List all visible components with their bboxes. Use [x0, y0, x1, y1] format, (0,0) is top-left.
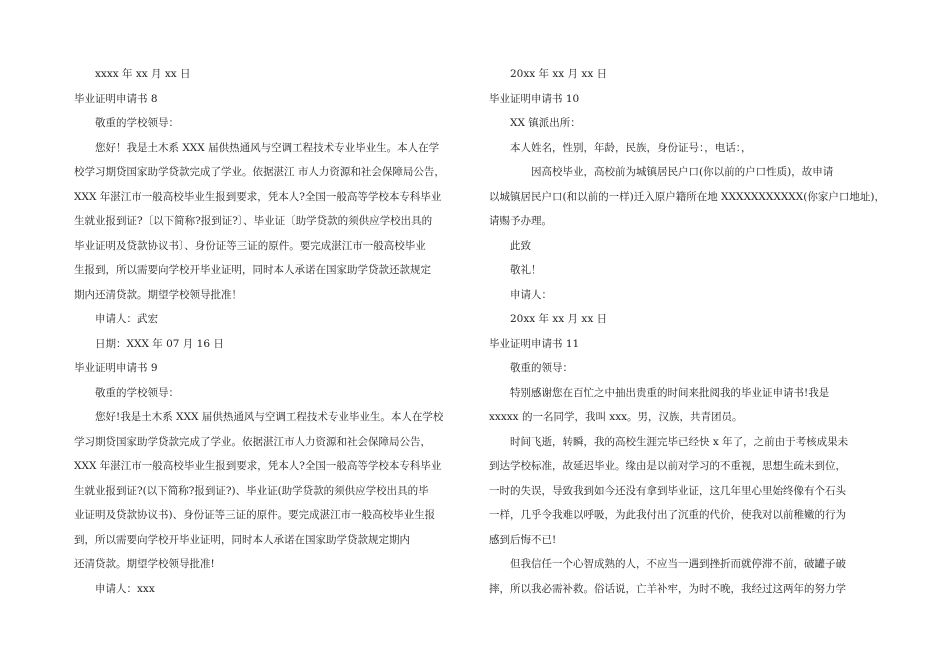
text-line: XXX 年湛江市一般高校毕业生报到要求，凭本人?全国一般高等学校本专科毕业: [74, 190, 442, 203]
text-line: 一时的失误，导致我到如今还没有拿到毕业证，这几年里心里始终像有个石头: [489, 484, 846, 497]
text-line: 敬礼！: [510, 264, 542, 276]
text-line: 20xx 年 xx 月 xx 日: [510, 313, 608, 325]
text-line: 时间飞逝，转瞬，我的高校生涯完毕已经快 x 年了，之前由于考核成果未: [510, 435, 849, 448]
text-line: 毕业证明及贷款协议书〕、身份证等三证的原件。要完成湛江市一般高校毕业: [74, 239, 426, 252]
right-column: [489, 0, 889, 601]
text-line: 学习期贷国家助学贷款完成了学业。依据湛江市人力资源和社会保障局公告，: [74, 435, 431, 448]
text-line: 毕业证明申请书 8: [74, 92, 158, 105]
text-line: 但我信任一个心智成熟的人，不应当一遇到挫折而就停滞不前，破罐子破: [510, 558, 846, 570]
text-line: 到达学校标准，故延迟毕业。缘由是以前对学习的不重视，思想生疏未到位，: [489, 460, 846, 472]
text-line: 校学习期贷国家助学贷款完成了学业。依据湛江 市人力资源和社会保障局公告，: [74, 166, 445, 178]
text-line: 20xx 年 xx 月 xx 日: [510, 68, 608, 80]
text-line: 期内还清贷款。期望学校领导批准！: [74, 288, 242, 301]
text-line: 因高校毕业，高校前为城镇居民户口(你以前的户口性质)，故申请: [531, 166, 834, 178]
text-line: xxxxx 的一名同学，我叫 xxx。男，汉族，共青团员。: [489, 411, 743, 423]
text-line: 申请人：xxx: [95, 582, 155, 595]
text-line: 申请人：武宏: [95, 313, 158, 325]
text-line: 还清贷款。期望学校领导批准!: [74, 558, 215, 570]
left-column: [74, 0, 472, 601]
text-line: 特别感谢您在百忙之中抽出贵重的时间来批阅我的毕业证申请书!我是: [510, 386, 830, 399]
text-line: 敬重的学校领导：: [95, 117, 179, 129]
text-line: 毕业证明申请书 10: [489, 92, 580, 105]
text-line: 一样，几乎令我难以呼吸，为此我付出了沉重的代价，使我对以前稚嫩的行为: [489, 509, 846, 521]
text-line: xxxx 年 xx 月 xx 日: [95, 68, 191, 80]
text-line: 毕业证明申请书 9: [74, 362, 158, 374]
text-line: XXX 年湛江市一般高校毕业生报到要求，凭本人?全国一般高等学校本专科毕业: [74, 460, 442, 472]
text-line: 本人姓名，性别，年龄，民族，身份证号：，电话：，: [510, 141, 752, 154]
text-line: 您好!我是土木系 XXX 届供热通风与空调工程技术专业毕业生。本人在学校: [95, 411, 444, 423]
text-line: 毕业证明申请书 11: [489, 337, 580, 350]
text-line: 敬重的学校领导：: [95, 386, 179, 399]
text-line: 此致: [510, 239, 531, 252]
text-line: 生就业报到证?〔以下简称?报到证?〕、毕业证〔助学贷款的须供应学校出具的: [74, 215, 433, 227]
text-line: 业证明及贷款协议书)、身份证等三证的原件。要完成湛江市一般高校毕业生报: [74, 509, 436, 521]
text-line: 请赐予办理。: [489, 215, 552, 227]
text-line: 日期：XXX 年 07 月 16 日: [95, 337, 224, 350]
text-line: 生报到，所以需要向学校开毕业证明，同时本人承诺在国家助学贷款还款规定: [74, 264, 431, 276]
text-line: 摔，所以我必需补救。俗话说，亡羊补牢，为时不晚，我经过这两年的努力学: [489, 582, 846, 595]
text-line: 敬重的领导：: [510, 362, 573, 374]
text-line: 以城镇居民户口(和以前的一样)迁入原户籍所在地 XXXXXXXXXXX(你家户口地址)，: [489, 190, 885, 203]
text-line: 您好！我是土木系 XXX 届供热通风与空调工程技术专业毕业生。本人在学: [95, 141, 440, 154]
text-line: 申请人：: [510, 288, 552, 301]
text-line: 感到后悔不已!: [489, 533, 557, 546]
text-line: 生就业报到证?(以下简称?报到证?)、毕业证(助学贷款的须供应学校出具的毕: [74, 484, 429, 497]
text-line: 到，所以需要向学校开毕业证明，同时本人承诺在国家助学贷款规定期内: [74, 533, 410, 546]
text-line: XX 镇派出所：: [510, 117, 581, 129]
